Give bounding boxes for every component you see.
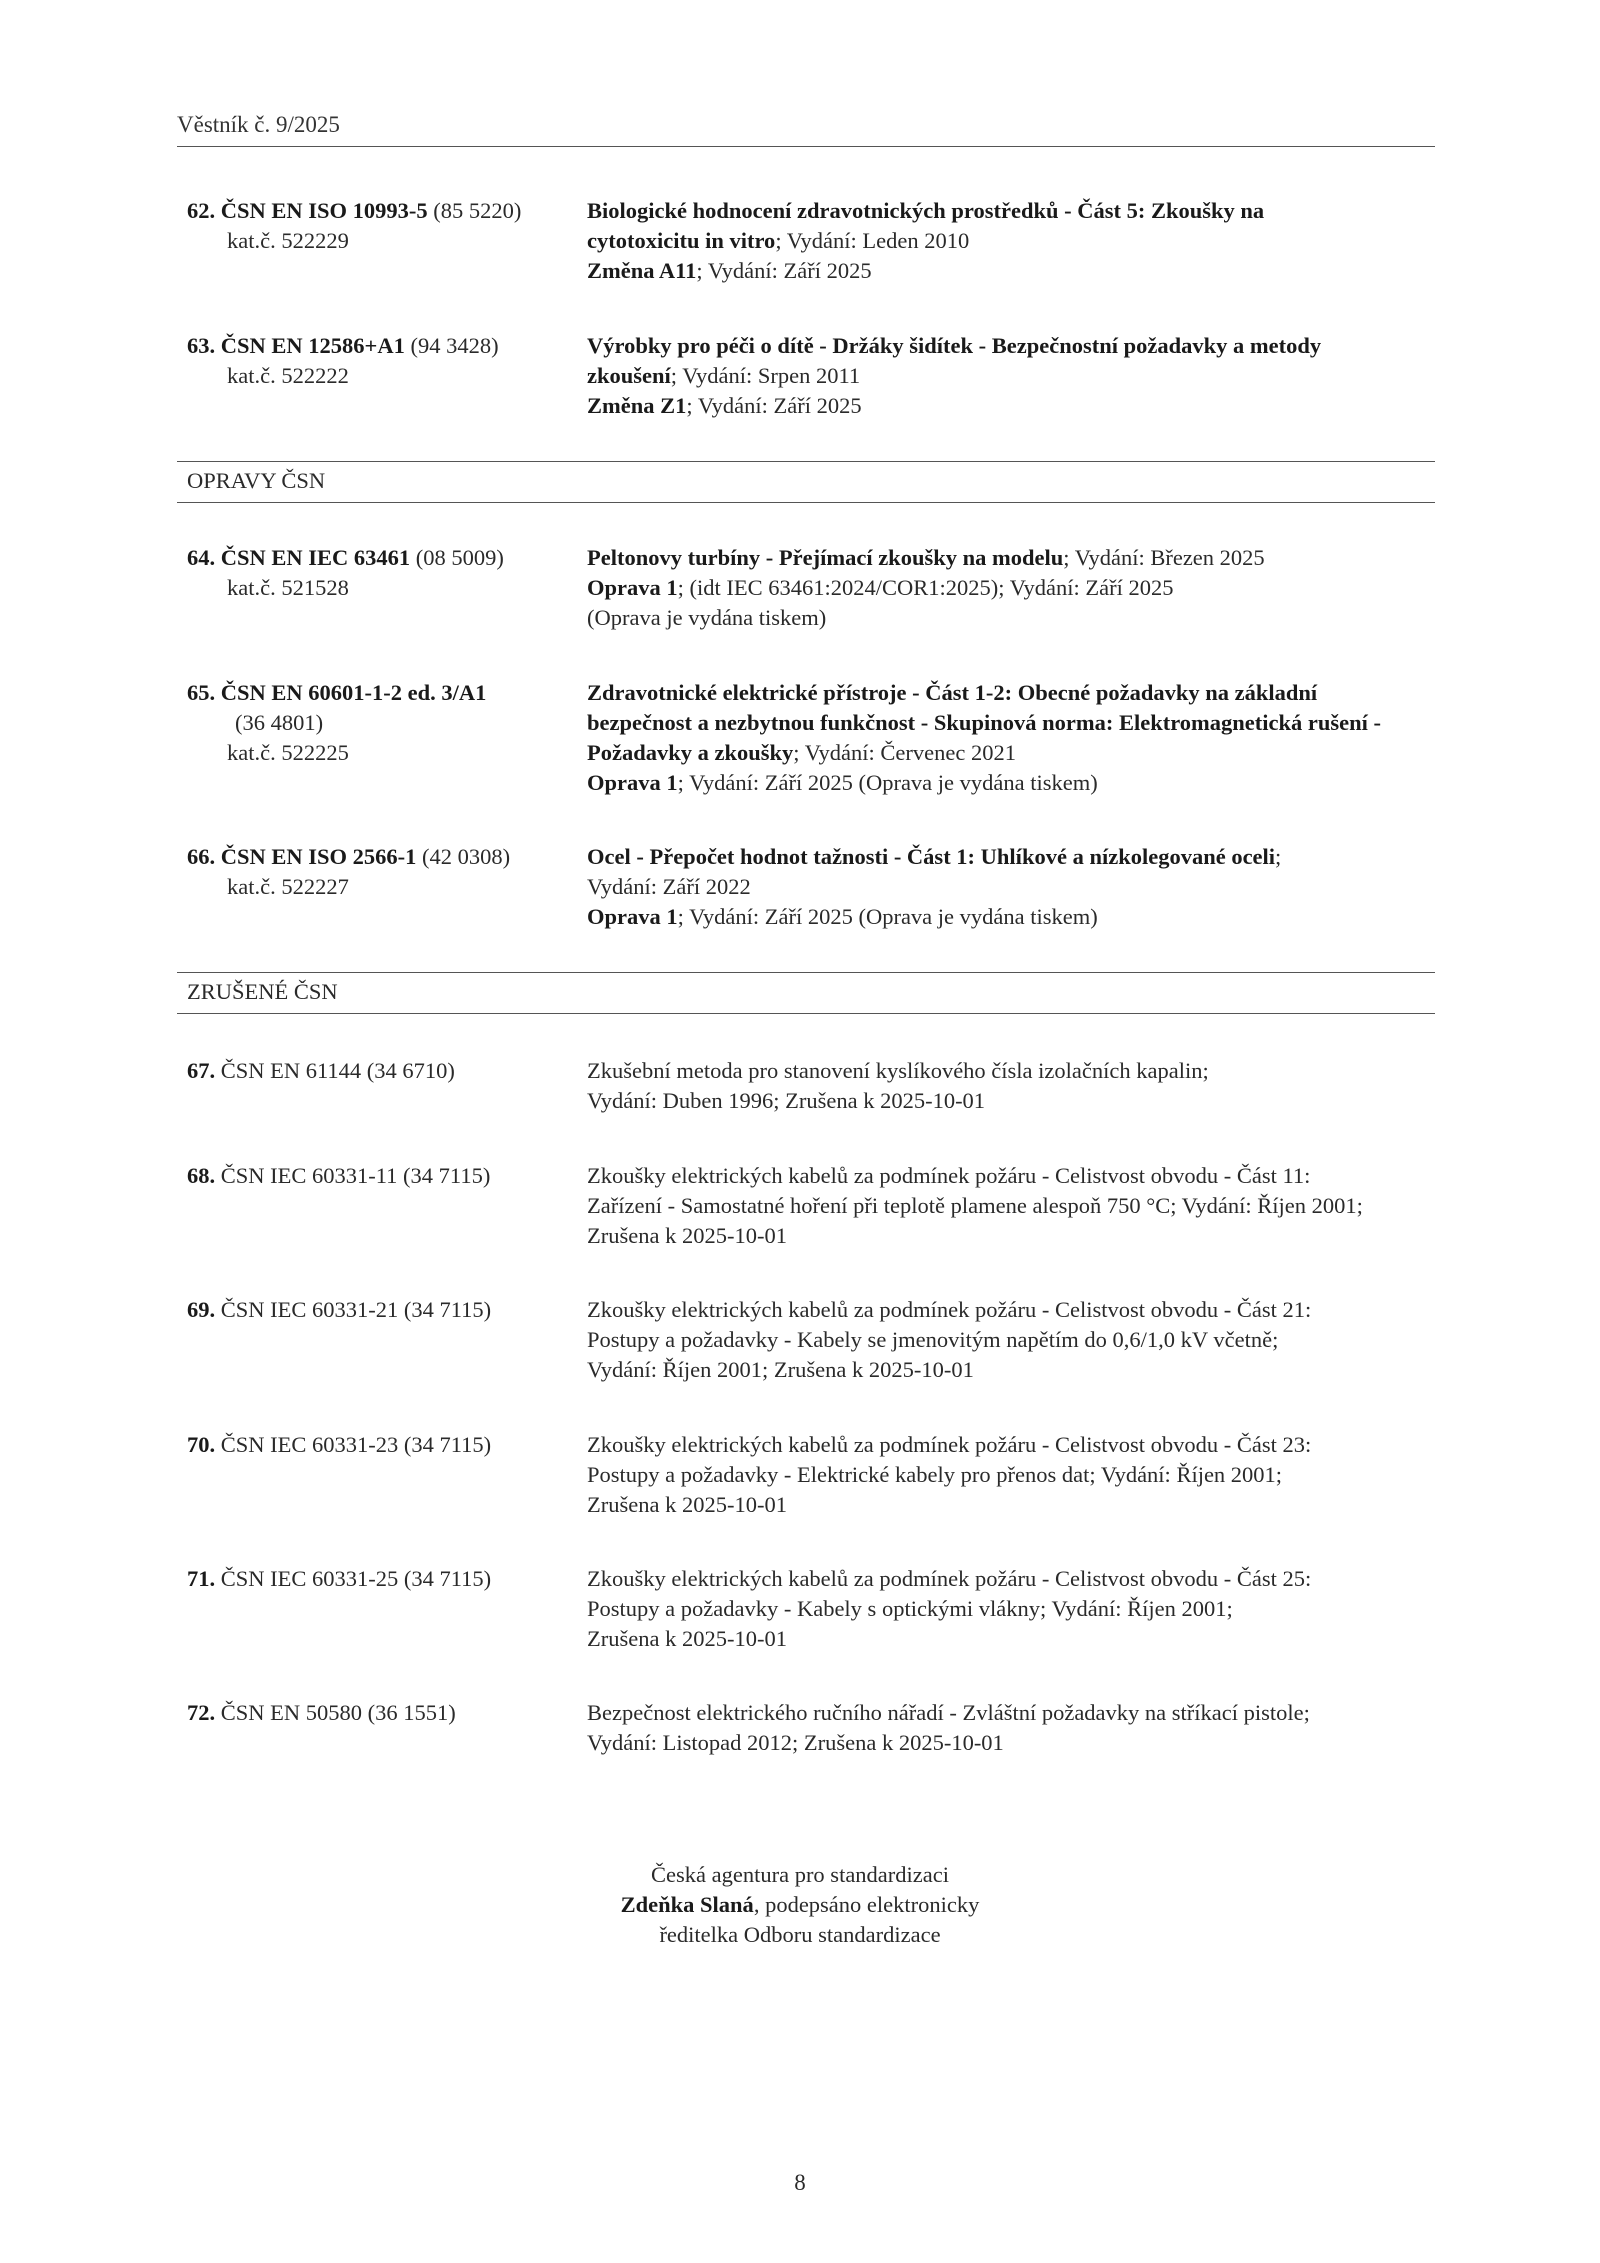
title-line: bezpečnost a nezbytnou funkčnost - Skupinová norma: Elektromagnetická rušení - (587, 710, 1382, 735)
description-line: Zkoušky elektrických kabelů za podmínek požáru - Celistvost obvodu - Část 25: (587, 1566, 1312, 1591)
entry-id (187, 678, 567, 768)
description-line: Postupy a požadavky - Kabely s optickými vlákny; Vydání: Říjen 2001; (587, 1596, 1233, 1621)
change-date: ; Vydání: Září 2025 (696, 258, 872, 283)
change-date: ; Vydání: Září 2025 (686, 393, 862, 418)
entry-number: 71. (187, 1566, 216, 1591)
change-label: Změna Z1 (587, 393, 687, 418)
title-line: Požadavky a zkoušky (587, 740, 794, 765)
entry-number: 67. (187, 1058, 216, 1083)
catalog-number: kat.č. 521528 (227, 575, 349, 600)
issue-date: ; Vydání: Srpen 2011 (670, 363, 861, 388)
description-line: Zrušena k 2025-10-01 (587, 1492, 787, 1517)
entry-id (187, 842, 567, 902)
header-rule (177, 146, 1435, 147)
entry-description (587, 1056, 1435, 1116)
catalog-number: kat.č. 522227 (227, 874, 349, 899)
fix-label: Oprava 1 (587, 575, 678, 600)
entry-id (187, 1430, 567, 1460)
standard-code: ČSN EN IEC 63461 (220, 545, 411, 570)
entry-id (187, 1564, 567, 1594)
title-punct: ; (1275, 844, 1282, 869)
entry-description (587, 842, 1435, 932)
entry-number: 66. (187, 844, 216, 869)
entry-description (587, 1564, 1435, 1654)
description-line: Postupy a požadavky - Kabely se jmenovitým napětím do 0,6/1,0 kV včetně; (587, 1327, 1279, 1352)
signed-note: , podepsáno elektronicky (753, 1892, 980, 1917)
entry-number: 69. (187, 1297, 216, 1322)
entry-number: 65. (187, 680, 216, 705)
description-line: Zrušena k 2025-10-01 (587, 1223, 787, 1248)
description-line: Vydání: Duben 1996; Zrušena k 2025-10-01 (587, 1088, 986, 1113)
section-opravy (177, 461, 1435, 503)
fix-detail: ; Vydání: Září 2025 (Oprava je vydána tiskem) (677, 904, 1098, 929)
signature-block (0, 1860, 1600, 1950)
entry-id (187, 196, 567, 256)
title-line: Biologické hodnocení zdravotnických prostředků - Část 5: Zkoušky na (587, 198, 1265, 223)
page-number: 8 (794, 2170, 806, 2195)
description-line: Bezpečnost elektrického ručního nářadí - Zvláštní požadavky na stříkací pistole; (587, 1700, 1310, 1725)
description-line: Vydání: Listopad 2012; Zrušena k 2025-10-01 (587, 1730, 1004, 1755)
page-header: Věstník č. 9/2025 (177, 112, 340, 137)
signer-role: ředitelka Odboru standardizace (659, 1922, 941, 1947)
entry-number: 62. (187, 198, 216, 223)
description-line: Postupy a požadavky - Elektrické kabely pro přenos dat; Vydání: Říjen 2001; (587, 1462, 1283, 1487)
entry-description (587, 331, 1435, 421)
title-line: Zdravotnické elektrické přístroje - Část 1-2: Obecné požadavky na základní (587, 680, 1318, 705)
title-line: Ocel - Přepočet hodnot tažnosti - Část 1: Uhlíkové a nízkolegované oceli (587, 844, 1276, 869)
standard-code: ČSN EN ISO 10993-5 (220, 198, 428, 223)
section-title: OPRAVY ČSN (187, 468, 326, 493)
standard-code: ČSN IEC 60331-25 (34 7115) (215, 1566, 492, 1591)
fix-note: (Oprava je vydána tiskem) (587, 605, 827, 630)
entry-number: 70. (187, 1432, 216, 1457)
entry-number: 64. (187, 545, 216, 570)
fix-label: Oprava 1 (587, 770, 678, 795)
entry-description (587, 196, 1435, 286)
entry-description (587, 678, 1435, 798)
standard-code: ČSN IEC 60331-11 (34 7115) (215, 1163, 491, 1188)
change-label: Změna A11 (587, 258, 697, 283)
signer-name: Zdeňka Slaná (620, 1892, 754, 1917)
entry-number: 72. (187, 1700, 216, 1725)
catalog-number: kat.č. 522222 (227, 363, 349, 388)
standard-code: ČSN EN ISO 2566-1 (220, 844, 417, 869)
issue-date: ; Vydání: Červenec 2021 (793, 740, 1016, 765)
entry-id (187, 1295, 567, 1325)
description-line: Zkoušky elektrických kabelů za podmínek požáru - Celistvost obvodu - Část 21: (587, 1297, 1312, 1322)
issue-date: Vydání: Září 2022 (587, 874, 751, 899)
fix-detail: ; Vydání: Září 2025 (Oprava je vydána tiskem) (677, 770, 1098, 795)
class-code: (08 5009) (415, 545, 504, 570)
entry-id (187, 1698, 567, 1728)
class-code: (36 4801) (235, 710, 324, 735)
section-zrusene (177, 972, 1435, 1014)
standard-code: ČSN EN 60601-1-2 ed. 3/A1 (220, 680, 487, 705)
title-line: zkoušení (587, 363, 671, 388)
issue-date: ; Vydání: Březen 2025 (1063, 545, 1265, 570)
title-line: cytotoxicitu in vitro (587, 228, 776, 253)
description-line: Zařízení - Samostatné hoření při teplotě plamene alespoň 750 °C; Vydání: Říjen 2001; (587, 1193, 1363, 1218)
catalog-number: kat.č. 522229 (227, 228, 349, 253)
standard-code: ČSN EN 12586+A1 (220, 333, 405, 358)
title-line: Peltonovy turbíny - Přejímací zkoušky na modelu (587, 545, 1064, 570)
description-line: Zkoušky elektrických kabelů za podmínek požáru - Celistvost obvodu - Část 23: (587, 1432, 1312, 1457)
entry-id (187, 1161, 567, 1191)
fix-label: Oprava 1 (587, 904, 678, 929)
description-line: Zkušební metoda pro stanovení kyslíkového čísla izolačních kapalin; (587, 1058, 1209, 1083)
standard-code: ČSN EN 61144 (34 6710) (215, 1058, 455, 1083)
standard-code: ČSN EN 50580 (36 1551) (215, 1700, 456, 1725)
entry-description (587, 543, 1435, 633)
entry-id (187, 1056, 567, 1086)
issue-date: ; Vydání: Leden 2010 (775, 228, 970, 253)
class-code: (94 3428) (410, 333, 499, 358)
standard-code: ČSN IEC 60331-21 (34 7115) (215, 1297, 492, 1322)
standard-code: ČSN IEC 60331-23 (34 7115) (215, 1432, 492, 1457)
description-line: Zrušena k 2025-10-01 (587, 1626, 787, 1651)
entry-number: 63. (187, 333, 216, 358)
section-title: ZRUŠENÉ ČSN (187, 979, 338, 1004)
class-code: (85 5220) (433, 198, 522, 223)
entry-description (587, 1161, 1435, 1251)
class-code: (42 0308) (422, 844, 511, 869)
entry-description (587, 1430, 1435, 1520)
description-line: Vydání: Říjen 2001; Zrušena k 2025-10-01 (587, 1357, 974, 1382)
entry-id (187, 331, 567, 391)
entry-id (187, 543, 567, 603)
catalog-number: kat.č. 522225 (227, 740, 349, 765)
entry-description (587, 1698, 1435, 1758)
agency-name: Česká agentura pro standardizaci (651, 1862, 949, 1887)
fix-detail: ; (idt IEC 63461:2024/COR1:2025); Vydání: Září 2025 (677, 575, 1174, 600)
entry-description (587, 1295, 1435, 1385)
title-line: Výrobky pro péči o dítě - Držáky šidítek - Bezpečnostní požadavky a metody (587, 333, 1322, 358)
entry-number: 68. (187, 1163, 216, 1188)
description-line: Zkoušky elektrických kabelů za podmínek požáru - Celistvost obvodu - Část 11: (587, 1163, 1311, 1188)
